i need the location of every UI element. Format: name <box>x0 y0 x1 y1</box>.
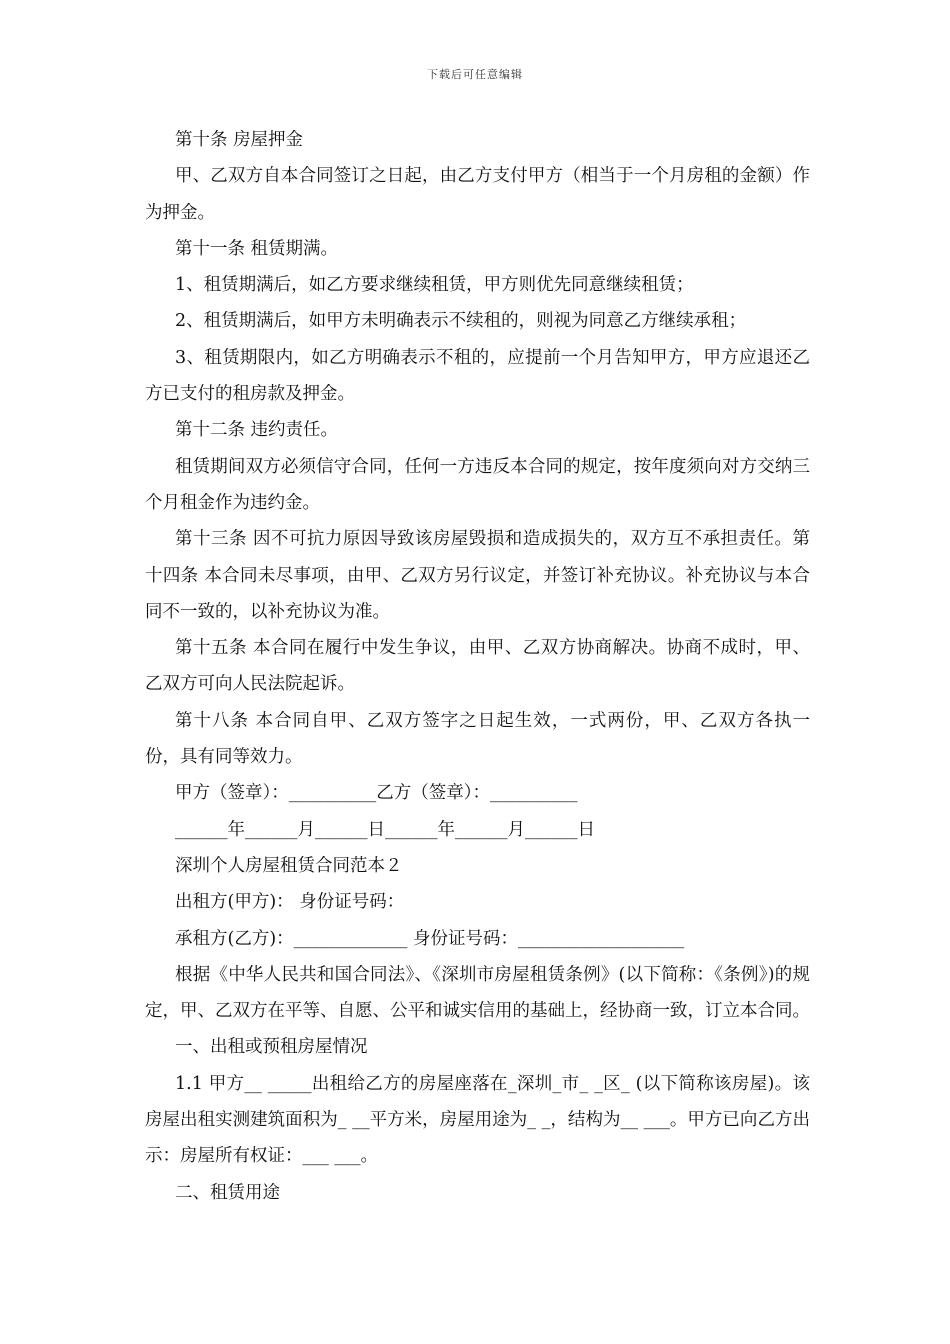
article-10-text: 甲、乙双方自本合同签订之日起，由乙方支付甲方（相当于一个月房租的金额）作为押金。 <box>145 166 810 223</box>
article-11-item-2: 2、租赁期满后，如甲方未明确表示不续租的，则视为同意乙方继续承租； <box>175 311 747 332</box>
heading-lease-purpose: 二、租赁用途 <box>175 1182 280 1203</box>
date-line: ______年______月______日______年______月______日 <box>175 819 595 840</box>
article-12-title: 第十二条 违约责任。 <box>175 420 339 441</box>
page-header: 下载后可任意编辑 <box>427 68 523 81</box>
clause-1-1-text: 1.1 甲方__ _____出租给乙方的房屋座落在_深圳_市_ _区_ (以下简称该房屋)。该房屋出租实测建筑面积为_ __平方米，房屋用途为_ _，结构为__ ___。甲方已向乙方出示：房屋所有权证：___ ___。 <box>145 1073 810 1167</box>
article-18-text: 第十八条 本合同自甲、乙双方签字之日起生效，一式两份，甲、乙双方各执一份，具有同等效力。 <box>145 710 810 768</box>
preamble-text: 根据《中华人民共和国合同法》、《深圳市房屋租赁条例》(以下简称：《条例》)的规定，甲、乙双方在平等、自愿、公平和诚实信用的基础上，经协商一致，订立本合同。 <box>145 964 810 1022</box>
article-11-item-1: 1、租赁期满后，如乙方要求继续租赁，甲方则优先同意继续租赁； <box>175 275 694 296</box>
lessor-line: 出租方(甲方)： 身份证号码： <box>175 892 405 913</box>
section-title: 深圳个人房屋租赁合同范本２ <box>175 855 403 876</box>
article-11-item-3: 3、租赁期限内，如乙方明确表示不租的，应提前一个月告知甲方，甲方应退还乙方已支付的租房款及押金。 <box>145 347 810 405</box>
article-12-text: 租赁期间双方必须信守合同，任何一方违反本合同的规定，按年度须向对方交纳三个月租金作为违约金。 <box>145 456 810 513</box>
lessee-line: 承租方(乙方)：_____________ 身份证号码：___________________ <box>175 928 685 949</box>
signature-line: 甲方（签章）：__________乙方（签章）：__________ <box>175 783 578 804</box>
heading-property-info: 一、出租或预租房屋情况 <box>175 1037 368 1058</box>
article-15-text: 第十五条 本合同在履行中发生争议，由甲、乙双方协商解决。协商不成时，甲、乙双方可向人民法院起诉。 <box>145 638 810 695</box>
article-11-title: 第十一条 租赁期满。 <box>175 238 339 259</box>
article-10-title: 第十条 房屋押金 <box>175 130 304 150</box>
document-body <box>145 122 810 1211</box>
article-13-14-text: 第十三条 因不可抗力原因导致该房屋毁损和造成损失的，双方互不承担责任。第十四条 本合同未尽事项，由甲、乙双方另行议定，并签订补充协议。补充协议与本合同不一致的，以补充协议为准。 <box>145 529 810 622</box>
